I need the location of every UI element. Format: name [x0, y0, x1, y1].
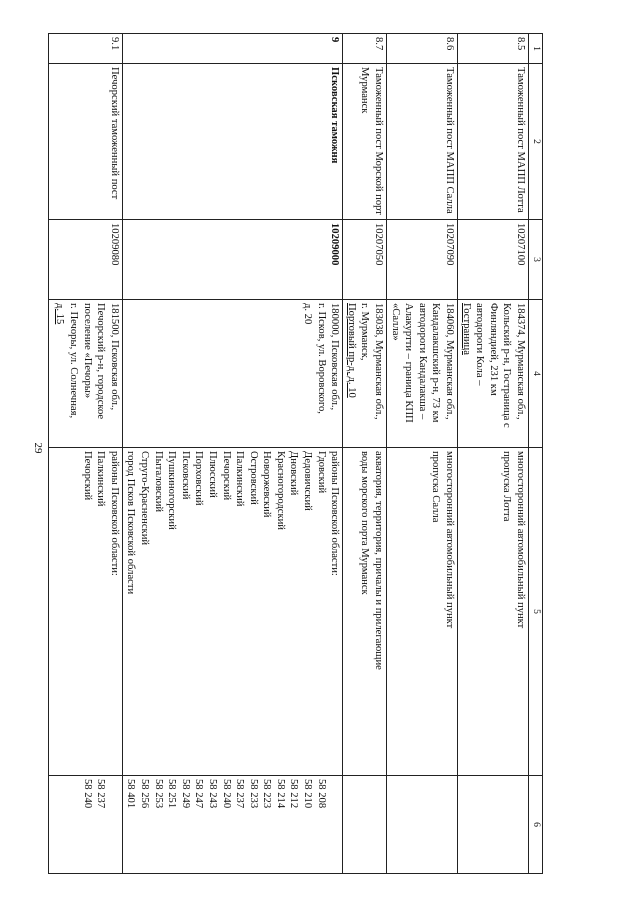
zone-line: Островский: [247, 451, 259, 505]
okato-code: 58 243: [206, 779, 218, 809]
okato-code: [328, 779, 342, 870]
okato-codes: [48, 776, 122, 874]
address-line: г. Мурманск,: [359, 303, 371, 361]
customs-name: Таможенный пост Морской порт Мурманск: [343, 64, 387, 220]
address-line: Алакуртти – граница КПП: [403, 303, 415, 423]
customs-name: Псковская таможня: [122, 64, 343, 220]
okato-code: 58 237: [234, 779, 246, 809]
zone-line: Плюсский: [206, 451, 218, 498]
address-line: поселение «Печоры»: [81, 303, 93, 399]
zone-line: Палкинский: [95, 451, 107, 507]
column-number: 3: [529, 220, 543, 300]
customs-address: [458, 300, 529, 448]
activity-zone: [48, 448, 122, 776]
row-number: 8.7: [343, 34, 387, 64]
address-line: автодороги Кола –: [474, 303, 486, 386]
zone-line: город Псков Псковской области: [125, 451, 137, 595]
customs-code: 10209000: [122, 220, 343, 300]
okato-code: 58 237: [95, 779, 107, 809]
okato-code: 58 251: [166, 779, 178, 809]
zone-line: Дедовичский: [302, 451, 314, 511]
okato-codes: [343, 776, 387, 874]
customs-address: [343, 300, 387, 448]
customs-address: [387, 300, 458, 448]
address-line: «Салла»: [389, 303, 401, 341]
okato-code: [107, 779, 121, 870]
okato-code: 58 240: [220, 779, 232, 809]
zone-line: Псковский: [179, 451, 191, 500]
zone-line: Новоржевский: [261, 451, 273, 518]
customs-name: Таможенный пост МАПП Салла: [387, 64, 458, 220]
zone-line: акватория, территория, причалы и прилегающие: [373, 451, 385, 670]
table-row: [458, 34, 529, 874]
zone-line: Гдовский: [315, 451, 327, 494]
okato-code: 58 240: [81, 779, 93, 809]
okato-code: 58 249: [179, 779, 191, 809]
address-line: д. 20: [302, 303, 314, 325]
okato-codes: [458, 776, 529, 874]
zone-line: пропуска Лотта: [501, 451, 513, 522]
column-number: 6: [529, 776, 543, 874]
address-line: автодороги Кандалакша –: [416, 303, 428, 420]
column-number: 4: [529, 300, 543, 448]
zone-line: воды морского порта Мурманск: [359, 451, 371, 595]
customs-code: 10207100: [458, 220, 529, 300]
okato-code: 58 223: [261, 779, 273, 809]
table-row: [387, 34, 458, 874]
activity-zone: [387, 448, 458, 776]
zone-line: Порховский: [193, 451, 205, 506]
column-number: 1: [529, 34, 543, 64]
address-line: 184060, Мурманская обл.,: [444, 303, 456, 420]
zone-line: многосторонний автомобильный пункт: [444, 451, 456, 629]
okato-code: 58 256: [138, 779, 150, 809]
activity-zone: [343, 448, 387, 776]
customs-code: 10207050: [343, 220, 387, 300]
address-line: 180000, Псковская обл.,: [329, 303, 341, 411]
address-line: д. 15: [54, 303, 66, 325]
customs-name: Таможенный пост МАПП Лотта: [458, 64, 529, 220]
table-row: [122, 34, 343, 874]
rotated-page-body: [54, 33, 543, 873]
zone-line: Пыталовский: [152, 451, 164, 513]
customs-address: [48, 300, 122, 448]
address-line: Кольский р-н, Гостраница с: [501, 303, 513, 428]
zone-line: Дновский: [288, 451, 300, 496]
address-line: Печорский р-н, городское: [95, 303, 107, 420]
address-line: Кандалакшский р-н, 73 км: [430, 303, 442, 423]
address-line: Портовый пр-д, д. 10: [345, 303, 357, 398]
okato-codes: [122, 776, 343, 874]
row-number: 8.5: [458, 34, 529, 64]
okato-code: 58 214: [274, 779, 286, 809]
zone-line: районы Псковской области:: [329, 451, 341, 576]
zone-line: Печорский: [220, 451, 232, 501]
activity-zone: [122, 448, 343, 776]
address-line: г. Псков, ул. Воровского,: [315, 303, 327, 414]
okato-code: 58 208: [315, 779, 327, 809]
table-row: [343, 34, 387, 874]
zone-line: пропуска Салла: [430, 451, 442, 523]
row-number: 8.6: [387, 34, 458, 64]
address-line: 181500, Псковская обл.,: [108, 303, 120, 411]
address-line: Финляндией, 231 км: [487, 303, 499, 396]
zone-line: Пушкиногорский: [166, 451, 178, 530]
zone-line: районы Псковской области:: [108, 451, 120, 576]
column-number-row: [529, 34, 543, 874]
row-number: 9: [122, 34, 343, 64]
okato-code: 58 212: [288, 779, 300, 809]
zone-line: Струго-Красненский: [138, 451, 150, 546]
page-number: 29: [32, 442, 44, 454]
okato-code: 58 233: [247, 779, 259, 809]
okato-codes: [387, 776, 458, 874]
column-number: 2: [529, 64, 543, 220]
okato-code: 58 253: [152, 779, 164, 809]
address-line: Гостраница: [460, 303, 472, 355]
activity-zone: [458, 448, 529, 776]
address-line: 183038, Мурманская обл.,: [373, 303, 385, 420]
address-line: 184374, Мурманская обл.,: [515, 303, 526, 420]
table-row: [48, 34, 122, 874]
zone-line: Печорский: [81, 451, 93, 501]
address-line: г. Печоры, ул. Солнечная,: [68, 303, 79, 419]
zone-line: Палкинский: [234, 451, 246, 507]
customs-address: [122, 300, 343, 448]
zone-line: многосторонний автомобильный пункт: [515, 451, 526, 629]
customs-table: [48, 33, 543, 874]
okato-code: 58 401: [125, 779, 137, 809]
row-number: 9.1: [48, 34, 122, 64]
customs-code: 10209080: [48, 220, 122, 300]
okato-code: 58 210: [302, 779, 314, 809]
zone-line: Красногородский: [274, 451, 286, 530]
okato-code: 58 247: [193, 779, 205, 809]
customs-name: Печорский таможенный пост: [48, 64, 122, 220]
customs-code: 10207090: [387, 220, 458, 300]
column-number: 5: [529, 448, 543, 776]
